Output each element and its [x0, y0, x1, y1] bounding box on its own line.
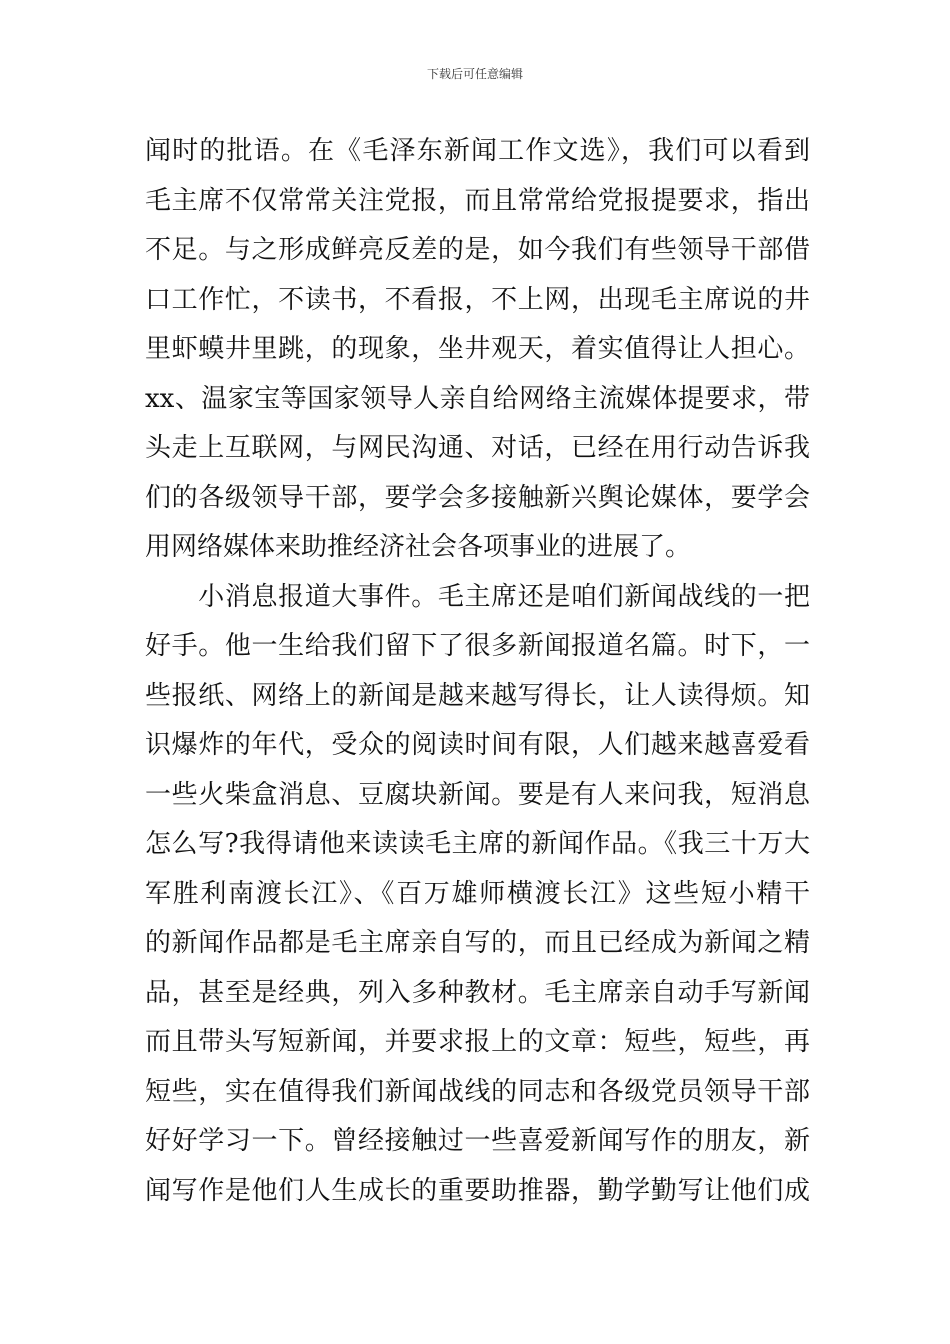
text-line: 不足。与之形成鲜亮反差的是，如今我们有些领导干部借 [145, 235, 810, 265]
text-line: 闻时的批语。在《毛泽东新闻工作文选》，我们可以看到 [145, 136, 810, 166]
text-line: 怎么写?我得请他来读读毛主席的新闻作品。《我三十万大 [145, 829, 810, 859]
body-text [145, 128, 810, 1217]
text-line: 品，甚至是经典，列入多种教材。毛主席亲自动手写新闻 [145, 977, 810, 1008]
text-line: 头走上互联网，与网民沟通、对话，已经在用行动告诉我 [145, 433, 810, 463]
text-line: 的新闻作品都是毛主席亲自写的，而且已经成为新闻之精 [145, 928, 810, 958]
text-line: 闻写作是他们人生成长的重要助推器，勤学勤写让他们成 [145, 1175, 810, 1206]
text-line: 短些，实在值得我们新闻战线的同志和各级党员领导干部 [145, 1076, 810, 1107]
text-line: 毛主席不仅常常关注党报，而且常常给党报提要求，指出 [145, 185, 810, 216]
text-line: 识爆炸的年代，受众的阅读时间有限，人们越来越喜爱看 [145, 730, 810, 760]
text-line: 一些火柴盒消息、豆腐块新闻。要是有人来问我，短消息 [145, 779, 810, 810]
text-line: 好手。他一生给我们留下了很多新闻报道名篇。时下，一 [145, 631, 810, 661]
paragraph-start-line: 小消息报道大事件。毛主席还是咱们新闻战线的一把 [145, 581, 810, 612]
text-line: 军胜利南渡长江》、《百万雄师横渡长江》这些短小精干 [145, 878, 810, 909]
text-line: xx、温家宝等国家领导人亲自给网络主流媒体提要求，带 [145, 383, 810, 414]
page-header: 下载后可任意编辑 [426, 67, 523, 81]
text-line: 些报纸、网络上的新闻是越来越写得长，让人读得烦。知 [145, 680, 810, 711]
text-line: 用网络媒体来助推经济社会各项事业的进展了。 [145, 532, 692, 562]
text-line: 们的各级领导干部，要学会多接触新兴舆论媒体，要学会 [145, 482, 810, 513]
text-line: 口工作忙，不读书，不看报，不上网，出现毛主席说的井 [145, 284, 810, 315]
text-line: 而且带头写短新闻，并要求报上的文章：短些，短些，再 [145, 1027, 810, 1057]
text-line: 好好学习一下。曾经接触过一些喜爱新闻写作的朋友，新 [145, 1126, 810, 1156]
text-line: 里虾蟆井里跳，的现象，坐井观天，着实值得让人担心。 [145, 334, 810, 364]
